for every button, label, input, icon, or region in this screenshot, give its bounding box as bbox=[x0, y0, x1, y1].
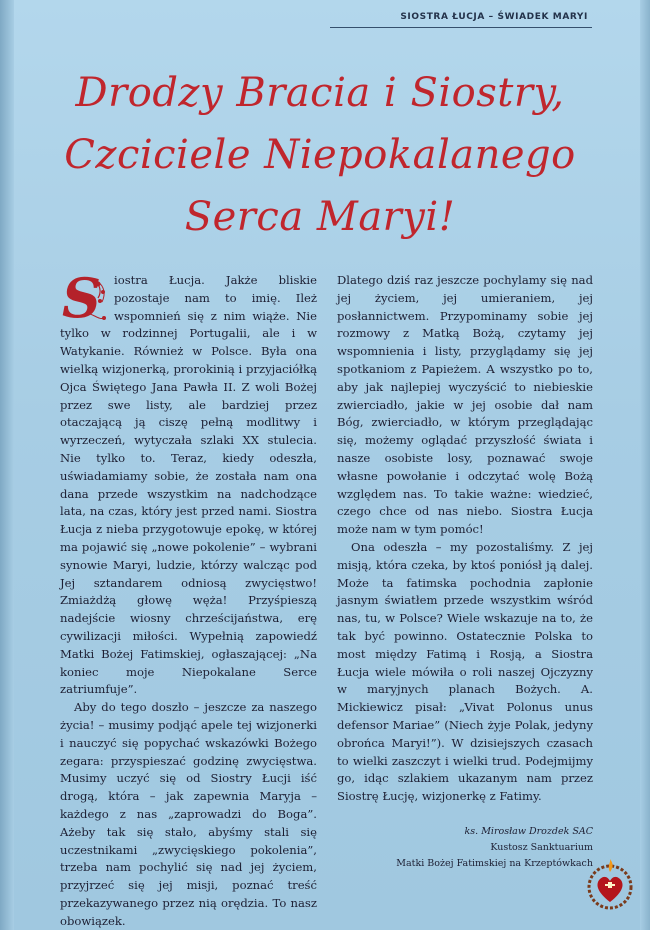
title-line-3: Serca Maryi! bbox=[184, 194, 456, 240]
signature-role: Kustosz Sanktuarium bbox=[490, 842, 593, 853]
article-column-left bbox=[60, 266, 317, 930]
title-line-1: Drodzy Bracia i Siostry, bbox=[75, 70, 565, 116]
drop-cap bbox=[60, 266, 108, 330]
page-title bbox=[40, 62, 600, 248]
immaculate-heart-icon bbox=[583, 858, 637, 912]
signature-block bbox=[337, 824, 593, 872]
header-rule bbox=[330, 27, 592, 28]
signature-name: ks. Mirosław Drozdek SAC bbox=[464, 826, 593, 837]
paragraph: Ona odeszła – my pozostaliśmy. Z jej misją, która czeka, by ktoś poniósł ją dalej. Może ta fatimska pochodnia zapłonie jasnym światłem przede wszystkim wśród nas, tu, w Polsce? Wiele wskazuje na to, że tak być powinno. Ostatecznie Polska to most między Fatimą i Rosją, a Siostra Łucja wiele mówiła o roli naszej Ojczyzny w maryjnych planach Bożych. A. Mickiewicz pisał: „Vivat Polonus unus defensor Mariae” (Niech żyje Polak, jedyny obrońca Maryi!”). W dzisiejszych czasach to wielki zaszczyt i wielki trud. Podejmijmy go, idąc szlakiem ukazanym nam przez Siostrę Łucję, wizjonerkę z Fatimy. bbox=[337, 539, 593, 804]
paragraph: Aby do tego doszło – jeszcze za naszego życia! – musimy podjąć apele tej wizjonerki i nauczyć się popychać wskazówki Bożego zegara: przyspieszać godzinę zwycięstwa. Musimy uczyć się od Siostry Łucji iść drogą, która – jak zapewnia Maryja – każdego z nas „zaprowadzi do Boga”. Ażeby tak się stało, abyśmy stali się uczestnikami „zwycięskiego pokolenia”, trzeba nam pochylić się nad jej życiem, przyjrzeć się jej misji, poznać treść przekazywanego przez nią orędzia. To nasz obowiązek. bbox=[60, 700, 317, 928]
signature-place: Matki Bożej Fatimskiej na Krzeptówkach bbox=[396, 858, 593, 869]
page-binding-shadow bbox=[0, 0, 14, 930]
paragraph: iostra Łucja. Jakże bliskie pozostaje nam to imię. Ileż wspomnień się z nim wiąże. Nie tylko w rodzinnej Portugalii, ale i w Watykanie. Również w Polsce. Była ona wielką wizjonerką, prorokinią i przyjaciółką Ojca Świętego Jana Pawła II. Z woli Bożej przez swe listy, ale bardziej przez otaczającą ją ciszę pełną modlitwy i wyrzeczeń, wytyczała szlaki XX stulecia. Nie tylko to. Teraz, kiedy odeszła, uświadamiamy sobie, że została nam ona dana przede wszystkim na nadchodzące lata, na czas, który jest przed nami. Siostra Łucja z nieba przygotowuje epokę, w której ma pojawić się „nowe pokolenie” – wybrani synowie Maryi, ludzie, którzy walcząc pod Jej sztandarem odniosą zwycięstwo! Zmiażdżą głowę węża! Przyśpieszą nadejście wiosny chrześcijaństwa, erę cywilizacji miłości. Wypełnią zapowiedź Matki Bożej Fatimskiej, ogłaszającej: „Na koniec moje Niepokalane Serce zatriumfuje”. bbox=[60, 273, 317, 697]
article-column-right bbox=[337, 272, 593, 806]
running-head: SIOSTRA ŁUCJA – ŚWIADEK MARYI bbox=[400, 12, 588, 22]
paragraph: Dlatego dziś raz jeszcze pochylamy się nad jej życiem, jej umieraniem, jej posłannictwem. Przypominamy sobie jej rozmowy z Matką Bożą, czytamy jej wspomnienia i listy, przyglądamy się jej spotkaniom z Papieżem. A wszystko po to, aby jak najlepiej wyczyścić to niebieskie zwierciadło, jakie w jej osobie dał nam Bóg, zwierciadło, w którym przeglądając się, możemy oglądać przyszłość świata i nasze osobiste losy, poznawać swoje własne powołanie i odczytać wolę Bożą względem nas. To takie ważne: wiedzieć, czego chce od nas niebo. Siostra Łucja może nam w tym pomóc! bbox=[337, 273, 593, 537]
title-line-2: Czciciele Niepokalanego bbox=[64, 132, 576, 178]
page-edge-shadow bbox=[640, 0, 650, 930]
drop-cap-letter: S bbox=[62, 266, 101, 330]
